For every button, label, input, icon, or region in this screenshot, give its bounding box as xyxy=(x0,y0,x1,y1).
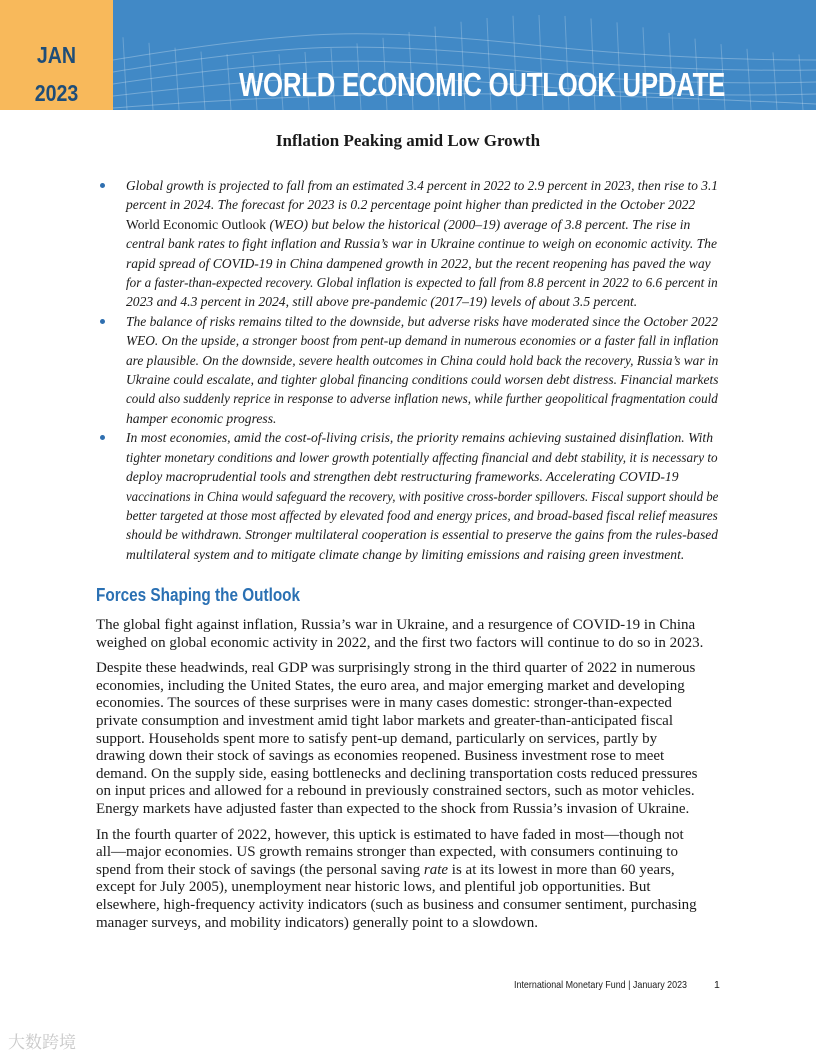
wireframe-line xyxy=(149,43,153,110)
text-line: economies, including the United States, the euro area, and major emerging market and developing xyxy=(96,677,685,694)
text-line xyxy=(96,862,718,880)
text-line: central bank rates to fight inflation and Russia’s war in Ukraine continue to weigh on economic activity. The xyxy=(126,236,718,252)
text-line: The balance of risks remains tilted to the downside, but adverse risks have moderated since the October 2022 xyxy=(126,313,719,329)
paragraph xyxy=(96,827,718,933)
text-line: drawing down their stock of savings as economies reopened. Business investment rose to meet xyxy=(96,748,665,765)
text-line: Despite these headwinds, real GDP was surprisingly strong in the third quarter of 2022 in numerous xyxy=(96,660,696,677)
publication-title: WORLD ECONOMIC OUTLOOK UPDATE xyxy=(239,66,726,103)
date-block xyxy=(0,0,113,110)
text-line: deploy macroprudential tools and strengthen debt restructuring frameworks. Accelerating COVID-19 xyxy=(126,469,679,485)
summary-bullets xyxy=(96,176,718,564)
wireframe-line xyxy=(773,52,777,110)
text-segment: is at its lowest in more than 60 years, xyxy=(448,861,675,878)
text-line: on input prices and allowed for a rebound in previously constrained sectors, such as motor vehicles. xyxy=(96,783,695,800)
text-line: private consumption and investment amid tight labor markets and greater-than-anticipated fiscal xyxy=(96,712,674,729)
bullet-item xyxy=(96,176,718,312)
text-line: 2023 and 4.3 percent in 2024, still above pre-pandemic (2017–19) levels of about 3.5 percent. xyxy=(126,294,638,310)
text-line: elsewhere, high-frequency activity indicators (such as business and consumer sentiment, purchasing xyxy=(96,896,697,913)
bullet-icon xyxy=(100,435,105,440)
wireframe-line xyxy=(123,37,127,110)
text-line: support. Households spent more to satisfy pent-up demand, particularly on services, partly by xyxy=(96,730,658,747)
text-line: weighed on global economic activity in 2022, and the first two factors will continue to do so in 2023. xyxy=(96,634,704,651)
wireframe-line xyxy=(175,48,179,110)
bullet-item xyxy=(96,428,718,564)
text-segment: spend from their stock of savings (the personal saving xyxy=(96,861,424,878)
text-line: demand. On the supply side, easing bottlenecks and declining transportation costs reduced pressures xyxy=(96,765,698,782)
text-line: vaccinations in China would safeguard the recovery, with positive cross-border spillovers. Fiscal support should be xyxy=(126,488,719,504)
issue-month: JAN xyxy=(36,42,77,68)
header-banner xyxy=(113,0,816,110)
text-line: all—major economies. US growth remains stronger than expected, with consumers continuing to xyxy=(96,844,678,861)
wireframe-line xyxy=(227,54,231,110)
bullet-item xyxy=(96,312,718,428)
text-line: WEO. On the upside, a stronger boost from pent-up demand in numerous economies or a faster fall in inflation xyxy=(126,333,719,349)
text-line: In the fourth quarter of 2022, however, this uptick is estimated to have faded in most—though not xyxy=(96,826,684,843)
text-line: hamper economic progress. xyxy=(126,410,277,426)
paragraph xyxy=(96,660,718,818)
text-line: for a faster-than-expected recovery. Global inflation is expected to fall from 8.8 percent in 2022 to 6.6 percent in xyxy=(126,275,718,291)
text-line: multilateral system and to mitigate climate change by limiting emissions and raising green investment. xyxy=(126,546,685,562)
text-line: Energy markets have adjusted faster than expected to the shock from Russia’s invasion of Ukraine. xyxy=(96,800,690,817)
issue-year: 2023 xyxy=(34,80,79,106)
text-line: are plausible. On the downside, severe health outcomes in China could hold back the recovery, Russia’s war in xyxy=(126,352,719,368)
watermark: 大数跨境 xyxy=(8,1033,76,1053)
text-line xyxy=(126,215,718,234)
text-line: Global growth is projected to fall from an estimated 3.4 percent in 2022 to 2.9 percent in 2023, then rise to 3.1 xyxy=(126,178,718,193)
publication-name: World Economic Outlook xyxy=(126,216,267,232)
text-line: rapid spread of COVID-19 in China dampened growth in 2022, but the recent reopening has paved the way xyxy=(126,255,711,271)
paragraph xyxy=(96,617,718,652)
page-number: 1 xyxy=(714,979,720,991)
text-line: In most economies, amid the cost-of-living crisis, the priority remains achieving sustained disinflation. With xyxy=(126,430,713,446)
text-segment: (WEO) but below the historical (2000–19) average of 3.8 percent. The rise in xyxy=(266,216,691,232)
text-line: Ukraine could escalate, and tighter global financing conditions could worsen debt distress. Financial markets xyxy=(126,372,719,388)
text-line: should be withdrawn. Stronger multilateral cooperation is essential to preserve the gains from the rules-based xyxy=(126,527,718,543)
text-line: except for July 2005), unemployment near historic lows, and plentiful job opportunities. But xyxy=(96,879,651,896)
text-line: economies. The sources of these surprises were in many cases domestic: stronger-than-expected xyxy=(96,695,672,712)
text-line: better targeted at those most affected by elevated food and energy prices, and broad-based fiscal relief measures xyxy=(126,507,718,523)
section-heading: Forces Shaping the Outlook xyxy=(96,585,301,605)
emphasis: rate xyxy=(423,861,449,878)
text-line: manager surveys, and mobility indicators) generally point to a slowdown. xyxy=(96,914,538,931)
body-text xyxy=(96,617,718,940)
text-line: percent in 2024. The forecast for 2023 is 0.2 percentage point higher than predicted in the October 2022 xyxy=(126,197,696,213)
text-line: could also suddenly reprice in response to adverse inflation news, while further geopolitical fragmentation could xyxy=(126,391,718,407)
bullet-icon xyxy=(100,319,105,324)
page-footer: International Monetary Fund | January 2023 xyxy=(514,979,688,991)
text-line: The global fight against inflation, Russia’s war in Ukraine, and a resurgence of COVID-19 in China xyxy=(96,617,696,633)
text-line: tighter monetary conditions and lower growth potentially affecting financial and debt stability, it is necessary to xyxy=(126,449,718,465)
document-title: Inflation Peaking amid Low Growth xyxy=(275,131,541,150)
bullet-icon xyxy=(100,183,105,188)
